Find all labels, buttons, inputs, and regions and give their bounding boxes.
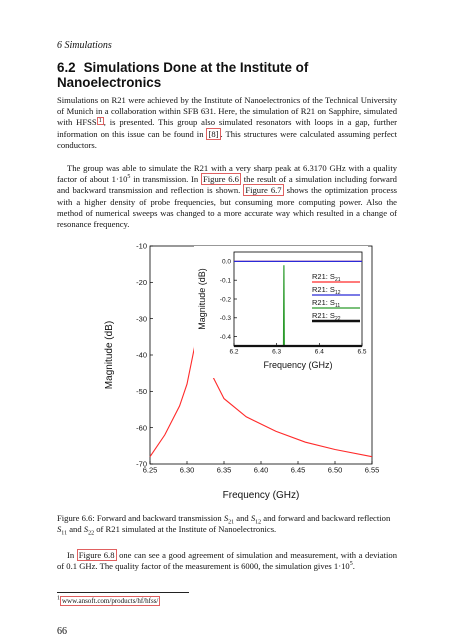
- exponent: 5: [127, 174, 131, 181]
- paragraph-text: , is presented. This group also simulated resonators with loops in a gap, further information on this issue can be found in: [57, 117, 397, 139]
- y-tick-label: -70: [136, 459, 147, 469]
- paragraph-text: the result of a simulation including forward and backward transmission and reflection is shown.: [57, 174, 397, 196]
- legend-label-sub: 12: [334, 290, 341, 296]
- chart-svg: [92, 232, 392, 504]
- param-base: S: [223, 513, 229, 523]
- y-tick-label: -0.2: [219, 296, 231, 304]
- footnote-url-link[interactable]: www.ansoft.com/products/hf/hfss/: [62, 597, 159, 605]
- y-tick-label: -0.1: [219, 277, 231, 285]
- x-tick-label: 6.5: [357, 348, 367, 356]
- legend-label-sub: 22: [334, 316, 341, 322]
- caption-text: and: [67, 524, 84, 535]
- legend-label-sub: 21: [334, 277, 341, 283]
- paragraph-text: shows the optimization process with a higher density of probe frequencies, but consuming more computing power. Also the method of numerical sweeps was changed to a more accurate way which resulted in a change of resonance frequency.: [57, 185, 398, 230]
- section-title: Simulations Done at the Institute of Nanoelectronics: [57, 60, 309, 90]
- y-tick-label: -0.3: [219, 315, 231, 323]
- paragraph-text: Simulations on R21 were achieved by the Institute of Nanoelectronics of the Technical University of Munich in a collaboration within SFB 631. Here, the simulation of R21 on Sapphire, simulated with HFSS: [57, 95, 397, 128]
- paragraph-text: in transmission. In: [130, 174, 201, 185]
- caption-text: and forward and backward reflection: [261, 513, 391, 523]
- footnote-marker: 1: [57, 595, 60, 602]
- param-sub: 21: [228, 519, 235, 526]
- figure-ref-link[interactable]: Figure 6.6: [203, 174, 239, 185]
- x-tick-label: 6.45: [290, 465, 306, 475]
- x-tick-label: 6.25: [142, 465, 158, 475]
- caption-text: of R21 simulated at the Institute of Nanoelectronics.: [94, 524, 277, 535]
- figure-ref-link[interactable]: Figure 6.8: [78, 550, 115, 560]
- y-tick-label: -0.4: [219, 333, 231, 341]
- legend-label-sub: 11: [334, 303, 341, 309]
- paragraph-text: one can see a good agreement of simulation and measurement, with a deviation of 0.1 GHz. The quality factor of the measurement is 6000, the simulation gives 1·10: [57, 550, 398, 572]
- param-base: S: [250, 513, 256, 523]
- inset-plot-axes: [194, 246, 368, 378]
- y-tick-label: -20: [136, 277, 147, 287]
- section-heading: [57, 60, 397, 90]
- param-base: S: [83, 524, 89, 535]
- x-tick-label: 6.3: [272, 348, 282, 356]
- y-tick-label: -60: [136, 423, 147, 433]
- figure-caption: [57, 513, 397, 535]
- figure-ref-link[interactable]: Figure 6.7: [245, 185, 282, 196]
- param-sub: 11: [61, 530, 68, 537]
- legend-label-base: R21: S: [312, 272, 335, 281]
- x-axis-label: Frequency (GHz): [263, 360, 333, 370]
- exponent: 5: [349, 561, 353, 568]
- param-base: S: [57, 524, 62, 535]
- footnote-rule: [57, 592, 189, 593]
- paragraph-text: .: [352, 561, 355, 572]
- paragraph-text: The group was able to simulate the R21 with a very sharp peak at 6.3170 GHz with a quality factor of about 1·10: [57, 163, 397, 185]
- page-number: 66: [57, 626, 67, 637]
- y-tick-label: 0.0: [221, 258, 231, 266]
- running-head: 6 Simulations: [57, 40, 112, 51]
- y-tick-label: -30: [136, 314, 147, 324]
- paragraph-3: [57, 550, 397, 572]
- legend-label-base: R21: S: [312, 311, 335, 320]
- x-tick-label: 6.55: [364, 465, 380, 475]
- y-tick-label: -50: [136, 386, 147, 396]
- caption-text: Forward and backward transmission: [94, 513, 224, 523]
- paragraph-text: . This structures were calculated assuming perfect conductors.: [57, 128, 397, 150]
- figure-6-6: [92, 232, 392, 504]
- y-axis-label: Magnitude (dB): [104, 320, 115, 390]
- y-axis-label: Magnitude (dB): [197, 268, 207, 330]
- param-sub: 22: [88, 530, 95, 537]
- x-tick-label: 6.4: [314, 348, 324, 356]
- x-tick-label: 6.35: [216, 465, 232, 475]
- caption-label: Figure 6.6:: [57, 513, 95, 523]
- citation-link[interactable]: [8]: [208, 128, 219, 139]
- footnote: [57, 597, 160, 605]
- y-tick-label: -40: [136, 350, 147, 360]
- caption-text: and: [234, 513, 251, 523]
- footnote-ref-link[interactable]: 1: [98, 117, 102, 124]
- x-tick-label: 6.40: [253, 465, 269, 475]
- x-axis-label: Frequency (GHz): [222, 490, 300, 501]
- section-number: 6.2: [57, 60, 76, 75]
- x-tick-label: 6.30: [179, 465, 195, 475]
- paragraph-1: [57, 95, 397, 151]
- paragraph-text: In: [67, 550, 77, 560]
- param-sub: 12: [255, 519, 262, 526]
- legend-label-base: R21: S: [312, 298, 335, 307]
- x-tick-label: 6.50: [327, 465, 343, 475]
- y-tick-label: -10: [136, 241, 147, 251]
- paragraph-2: [57, 163, 397, 230]
- inset-background: [194, 246, 368, 378]
- x-tick-label: 6.2: [229, 348, 239, 356]
- legend-label-base: R21: S: [312, 285, 335, 294]
